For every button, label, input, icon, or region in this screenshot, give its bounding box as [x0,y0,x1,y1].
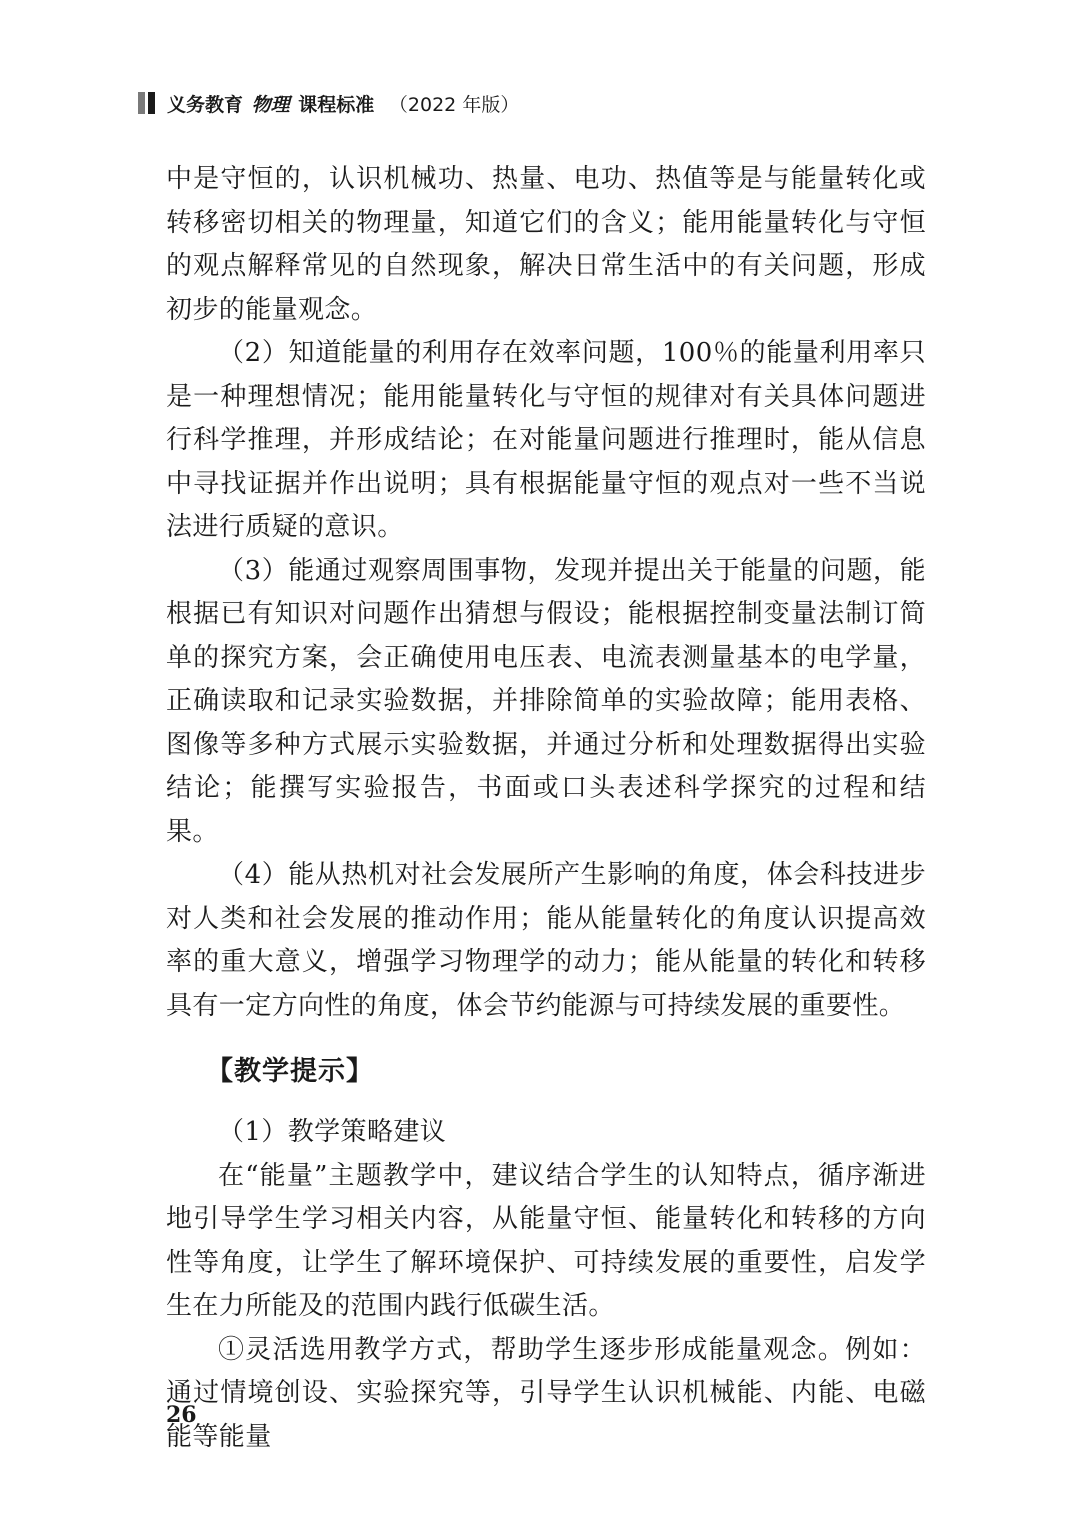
book-title-suffix: 课程标准 [298,93,375,116]
header-mark-icon [138,92,155,114]
paragraph-item-3: （3）能通过观察周围事物，发现并提出关于能量的问题，能根据已有知识对问题作出猜想与假设；能根据控制变量法制订简单的探究方案，会正确使用电压表、电流表测量基本的电学量，正确读取和记录实验数据，并排除简单的实验故障；能用表格、图像等多种方式展示实验数据，并通过分析和处理数据得出实验结论；能撰写实验报告，书面或口头表述科学探究的过程和结果。 [166,555,926,847]
paragraph-strategy-intro: 在“能量”主题教学中，建议结合学生的认知特点，循序渐进地引导学生学习相关内容，从能量守恒、能量转化和转移的方向性等角度，让学生了解环境保护、可持续发展的重要性，启发学生在力所能及的范围内践行低碳生活。 [166,1160,926,1321]
book-title-edition: （2022 年版） [388,93,520,116]
page-number: 26 [166,1402,197,1428]
section-heading-teaching-tips: 【教学提示】 [206,1056,374,1087]
paragraph-strategy-point-1: ①灵活选用教学方式，帮助学生逐步形成能量观念。例如：通过情境创设、实验探究等，引导学生认识机械能、内能、电磁能等能量 [166,1334,926,1452]
book-title-prefix: 义务教育 [167,93,244,116]
book-title [167,90,519,117]
paragraph-item-2: （2）知道能量的利用存在效率问题，100％的能量利用率只是一种理想情况；能用能量转化与守恒的规律对有关具体问题进行科学推理，并形成结论；在对能量问题进行推理时，能从信息中寻找证据并作出说明；具有根据能量守恒的观点对一些不当说法进行质疑的意识。 [166,338,926,542]
page-body [166,158,926,1459]
paragraph-item-4: （4）能从热机对社会发展所产生影响的角度，体会科技进步对人类和社会发展的推动作用；能从能量转化的角度认识提高效率的重大意义，增强学习物理学的动力；能从能量的转化和转移具有一定方向性的角度，体会节约能源与可持续发展的重要性。 [166,860,926,1021]
running-header [138,88,519,118]
book-title-subject: 物理 [251,93,290,116]
paragraph-continuation: 中是守恒的，认识机械功、热量、电功、热值等是与能量转化或转移密切相关的物理量，知道它们的含义；能用能量转化与守恒的观点解释常见的自然现象，解决日常生活中的有关问题，形成初步的能量观念。 [166,164,926,325]
subheading-teaching-strategy: （1）教学策略建议 [218,1117,447,1147]
